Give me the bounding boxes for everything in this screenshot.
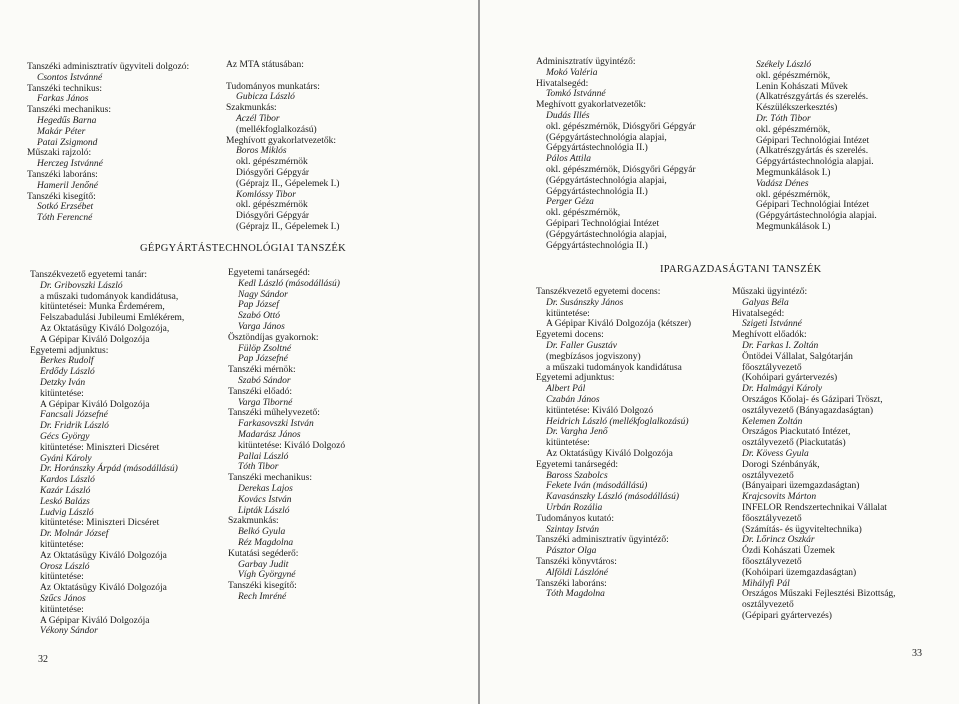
person-name: Perger Géza [546,197,594,208]
detail-line: Gépipari Technológiai Intézet [546,218,660,229]
person-name: Makár Péter [37,126,86,137]
detail-line: Az Oktatásügy Kiváló Dolgozója, [40,323,170,334]
role-label: Tudományos munkatárs: [226,81,320,92]
role-label: Tanszéki laboráns: [27,169,98,180]
person-name: Erdődy László [40,367,95,378]
person-name: Dr. Tóth Tibor [756,113,811,124]
person-name: Gubicza László [236,92,295,103]
person-name: Herczeg Istvánné [37,159,103,170]
person-name: Dr. Susánszky János [546,297,624,308]
person-name: Csontos Istvánné [37,72,103,83]
detail-line: okl. gépészmérnök, [756,70,831,81]
right-bottom-right-column [732,287,896,622]
detail-line: (Alkatrészgyártás és szerelés. [756,92,869,103]
detail-line: Országos Műszaki Fejlesztési Bizottság, [742,589,896,600]
person-name: Szűcs János [40,593,86,604]
detail-line: (Bányaipari üzemgazdaságtan) [742,481,860,492]
section-heading-gepgyartastechnologiai: GÉPGYÁRTÁSTECHNOLÓGIAI TANSZÉK [140,243,346,254]
right-page [480,0,959,704]
detail-line: kitüntetése: Miniszteri Dicséret [40,442,160,453]
detail-line: okl. gépészmérnök [236,157,308,168]
person-name: Czabán János [546,394,600,405]
role-label: Műszaki rajzoló: [27,148,92,159]
person-name: Dr. Lőrincz Oszkár [742,535,815,546]
person-name: Kavasánszky László (másodállású) [546,492,680,503]
detail-line: főosztályvezető [742,362,802,373]
role-label: Tanszéki kisegítő: [27,191,96,202]
left-top-right-column [226,60,339,233]
role-label: Tanszéki mechanikus: [228,473,313,484]
role-label: Adminisztratív ügyintéző: [536,57,636,67]
detail-line: (Gépipari gyártervezés) [742,610,832,621]
detail-line: (Géprajz II., Gépelemek I.) [236,178,340,189]
detail-line: A Gépipar Kiváló Dolgozója [40,334,150,345]
person-name: Heidrich László (mellékfoglalkozású) [546,416,689,427]
detail-line: kitüntetése: [546,438,590,449]
person-name: Lipták László [238,505,290,516]
person-name: Dr. Kövess Gyula [742,448,809,459]
person-name: Varga Tiborné [238,397,293,408]
role-label: Tanszéki laboráns: [536,578,607,589]
person-name: Tóth Magdolna [546,589,605,600]
role-label: Tanszéki könyvtáros: [536,556,617,567]
detail-line: kitüntetése: [40,604,84,615]
person-name: Dudás Illés [546,110,590,121]
detail-line: okl. gépészmérnök, [756,189,831,200]
role-label: Az MTA státusában: [226,60,304,70]
person-name: Dr. Horánszky Árpád (másodállású) [40,464,178,475]
detail-line: Gépipari Technológiai Intézet [756,135,870,146]
role-label: Tanszéki műhelyvezető: [228,408,320,419]
detail-line: A Gépipar Kiváló Dolgozója [40,615,150,626]
person-name: Kovács István [238,494,292,505]
detail-line: Gépgyártástechnológia II.) [546,240,648,251]
detail-line: Gépgyártástechnológia alapjai. [756,157,874,168]
person-name: Pap József [238,300,279,311]
role-label: Hivatalsegéd: [732,308,785,319]
page-number-right: 33 [912,648,922,659]
role-label: Egyetemi docens: [536,330,604,341]
role-label: Egyetemi tanársegéd: [536,459,619,470]
person-name: Szabó Ottó [238,311,280,322]
person-name: Dr. Farkas I. Zoltán [742,340,819,351]
role-label: Szakmunkás: [228,516,279,527]
role-label: Szakmunkás: [226,103,277,114]
detail-line: (Gépgyártástechnológia alapjai. [756,211,877,222]
person-name: Krajcsovits Márton [742,492,817,503]
person-name: Fülöp Zsoltné [238,343,292,354]
detail-line: főosztályvezető [742,556,802,567]
role-label: Meghívott gyakorlatvezetők: [226,135,337,146]
page-number-left: 32 [38,654,48,665]
detail-line: Megmunkálások I.) [756,167,831,178]
detail-line: Öntödei Vállalat, Salgótarján [742,351,853,362]
person-name: Kazár László [40,485,91,496]
detail-line: Felszabadulási Jubileumi Emlékérem, [40,313,185,324]
role-label: Tanszékvezető egyetemi docens: [536,287,661,297]
person-name: Varga János [238,321,285,332]
person-name: Ludvig László [40,507,94,518]
person-name: Farkasovszki István [238,419,314,430]
person-name: Madarász János [238,429,301,440]
person-name: Komlóssy Tibor [236,189,296,200]
person-name: Mokó Valéria [546,67,598,78]
right-top-left-column [536,57,696,251]
person-name: Szigeti Istvánné [742,319,802,330]
person-name: Berkes Rudolf [40,356,94,367]
detail-line: Országos Kőolaj- és Gázipari Tröszt, [742,394,883,405]
person-name: Boros Miklós [236,146,287,157]
detail-line: Lenin Kohászati Művek [756,81,848,92]
role-label: Egyetemi adjunktus: [30,345,109,356]
detail-line: Gépgyártástechnológia II.) [546,143,648,154]
person-name: Székely László [756,60,812,70]
person-name: Kedl László (másodállású) [238,278,340,289]
person-name: Tóth Tibor [238,462,279,473]
detail-line: osztályvezető [742,470,794,481]
person-name: Szintay István [546,524,600,535]
detail-line: a műszaki tudományok kandidátusa, [40,291,179,302]
person-name: Garbay Judit [238,559,289,570]
person-name: Dr. Gribovszki László [40,280,123,291]
detail-line: okl. gépészmérnök, Diósgyőri Gépgyár [546,121,696,132]
detail-line: A Gépipar Kiváló Dolgozója [40,399,150,410]
person-name: Baross Szabolcs [546,470,608,481]
person-name: Sotkó Erzsébet [37,202,94,213]
person-name: Gécs György [40,431,90,442]
person-name: Pap Józsefné [238,354,288,365]
person-name: Hegedűs Barna [37,115,97,126]
detail-line: kitüntetése: [40,539,84,550]
detail-line: okl. gépészmérnök, [546,208,621,219]
person-name: Derekas Lajos [238,483,293,494]
detail-line: a műszaki tudományok kandidátusa [546,362,682,373]
detail-line: okl. gépészmérnök, [756,124,831,135]
person-name: Belkó Gyula [238,527,286,538]
detail-line: (megbízásos jogviszony) [546,351,641,362]
detail-line: osztályvezető (Piackutatás) [742,438,846,449]
person-name: Pálos Attila [546,154,591,165]
detail-line: Diósgyőri Gépgyár [236,167,310,178]
detail-line: kitüntetése: Kiváló Dolgozó [546,405,654,416]
person-name: Dr. Vargha Jenő [546,427,608,438]
person-name: Galyas Béla [742,297,789,308]
person-name: Pallai László [238,451,289,462]
person-name: Szabó Sándor [238,375,291,386]
detail-line: okl. gépészmérnök, Diósgyőri Gépgyár [546,164,696,175]
detail-line: Dorogi Szénbányák, [742,459,820,470]
person-name: Vígh Györgyné [238,570,296,581]
role-label: Tanszéki mechanikus: [27,105,112,116]
person-name: Tomkó Istvánné [546,89,606,100]
person-name: Albert Pál [546,384,586,395]
detail-line: okl. gépészmérnök [236,200,308,211]
person-name: Gyáni Károly [40,453,92,464]
person-name: Nagy Sándor [238,289,288,300]
left-top-left-column [27,62,189,224]
role-label: Tanszéki mérnök: [228,365,296,376]
person-name: Kelemen Zoltán [742,416,803,427]
role-label: Meghívott előadók: [732,330,807,341]
detail-line: Gépipari Technológiai Intézet [756,200,870,211]
detail-line: (Géprajz II., Gépelemek I.) [236,221,340,232]
role-label [226,71,339,82]
person-name: Kardos László [40,475,95,486]
section-heading-ipargazdasagtani: IPARGAZDASÁGTANI TANSZÉK [660,264,822,275]
person-name: Pásztor Olga [546,546,597,557]
left-page [0,0,478,704]
right-bottom-left-column [536,287,691,600]
detail-line: Az Oktatásügy Kiváló Dolgozója [40,550,167,561]
detail-line: Készülékszerkesztés) [756,103,838,114]
person-name: Dr. Fridrik László [40,421,109,432]
person-name: Detzky Iván [40,377,86,388]
person-name: Fancsali Józsefné [40,410,108,421]
person-name: Dr. Molnár József [40,529,109,540]
detail-line: (Kohóipari üzemgazdaságtan) [742,567,857,578]
detail-line: Országos Piackutató Intézet, [742,427,851,438]
detail-line: Ózdi Kohászati Üzemek [742,546,835,557]
detail-line: INFELOR Rendszertechnikai Vállalat [742,502,887,513]
person-name: Mihályfi Pál [742,578,790,589]
detail-line: kitüntetései: Munka Érdemérem, [40,302,165,313]
person-name: Orosz László [40,561,90,572]
detail-line: (Kohóipari gyártervezés) [742,373,838,384]
detail-line: kitüntetése: Miniszteri Dicséret [40,518,160,529]
person-name: Réz Magdolna [238,537,294,548]
person-name: Farkas János [37,94,89,105]
person-name: Aczél Tibor [236,113,280,124]
role-label: Tudományos kutató: [536,513,615,524]
detail-line: Az Oktatásügy Kiváló Dolgozója [40,583,167,594]
role-label: Kutatási segéderő: [228,548,299,559]
detail-line: (Alkatrészgyártás és szerelés. [756,146,869,157]
role-label: Tanszéki előadó: [228,386,292,397]
detail-line: (Gépgyártástechnológia alapjai, [546,229,667,240]
detail-line: osztályvezető (Bányagazdaságtan) [742,405,874,416]
right-top-right-column [746,60,877,233]
detail-line: (mellékfoglalkozású) [236,124,317,135]
role-label: Tanszéki technikus: [27,83,103,94]
detail-line: Diósgyőri Gépgyár [236,211,310,222]
detail-line: (Gépgyártástechnológia alapjai, [546,175,667,186]
detail-line: Gépgyártástechnológia II.) [546,186,648,197]
detail-line: Megmunkálások I.) [756,221,831,232]
role-label: Tanszéki adminisztratív ügyviteli dolgozó: [27,62,190,72]
detail-line: kitüntetése: [40,572,84,583]
role-label: Műszaki ügyintéző: [732,287,808,297]
detail-line: (Gépgyártástechnológia alapjai, [546,132,667,143]
role-label: Hivatalsegéd: [536,78,589,89]
person-name: Dr. Faller Gusztáv [546,340,617,351]
detail-line: osztályvezető [742,600,794,611]
left-bottom-left-column [30,270,184,637]
person-name: Tóth Ferencné [37,213,93,224]
person-name: Fekete Iván (másodállású) [546,481,648,492]
detail-line: A Gépipar Kiváló Dolgozója (kétszer) [546,319,692,330]
detail-line: kitüntetése: Kiváló Dolgozó [238,440,346,451]
person-name: Dr. Halmágyi Károly [742,384,823,395]
role-label: Tanszékvezető egyetemi tanár: [30,270,147,280]
detail-line: kitüntetése: [546,308,590,319]
detail-line: Az Oktatásügy Kiváló Dolgozója [546,448,673,459]
person-name: Rech Imréné [238,591,287,602]
person-name: Alföldi Lászlóné [546,567,609,578]
person-name: Vékony Sándor [40,626,98,637]
person-name: Hameril Jenőné [37,180,98,191]
detail-line: főosztályvezető [742,513,802,524]
role-label: Egyetemi tanársegéd: [228,268,311,278]
person-name: Patai Zsigmond [37,137,98,148]
role-label: Ösztöndíjas gyakornok: [228,332,319,343]
left-bottom-right-column [228,268,345,603]
person-name: Vadász Dénes [756,178,809,189]
detail-line: (Számítás- és ügyviteltechnika) [742,524,862,535]
detail-line: kitüntetése: [40,388,84,399]
role-label: Tanszéki kisegítő: [228,581,297,592]
role-label: Tanszéki adminisztratív ügyintéző: [536,535,669,546]
person-name: Leskó Balázs [40,496,90,507]
role-label: Meghívott gyakorlatvezetők: [536,100,647,111]
person-name: Urbán Rozália [546,502,603,513]
role-label: Egyetemi adjunktus: [536,373,615,384]
